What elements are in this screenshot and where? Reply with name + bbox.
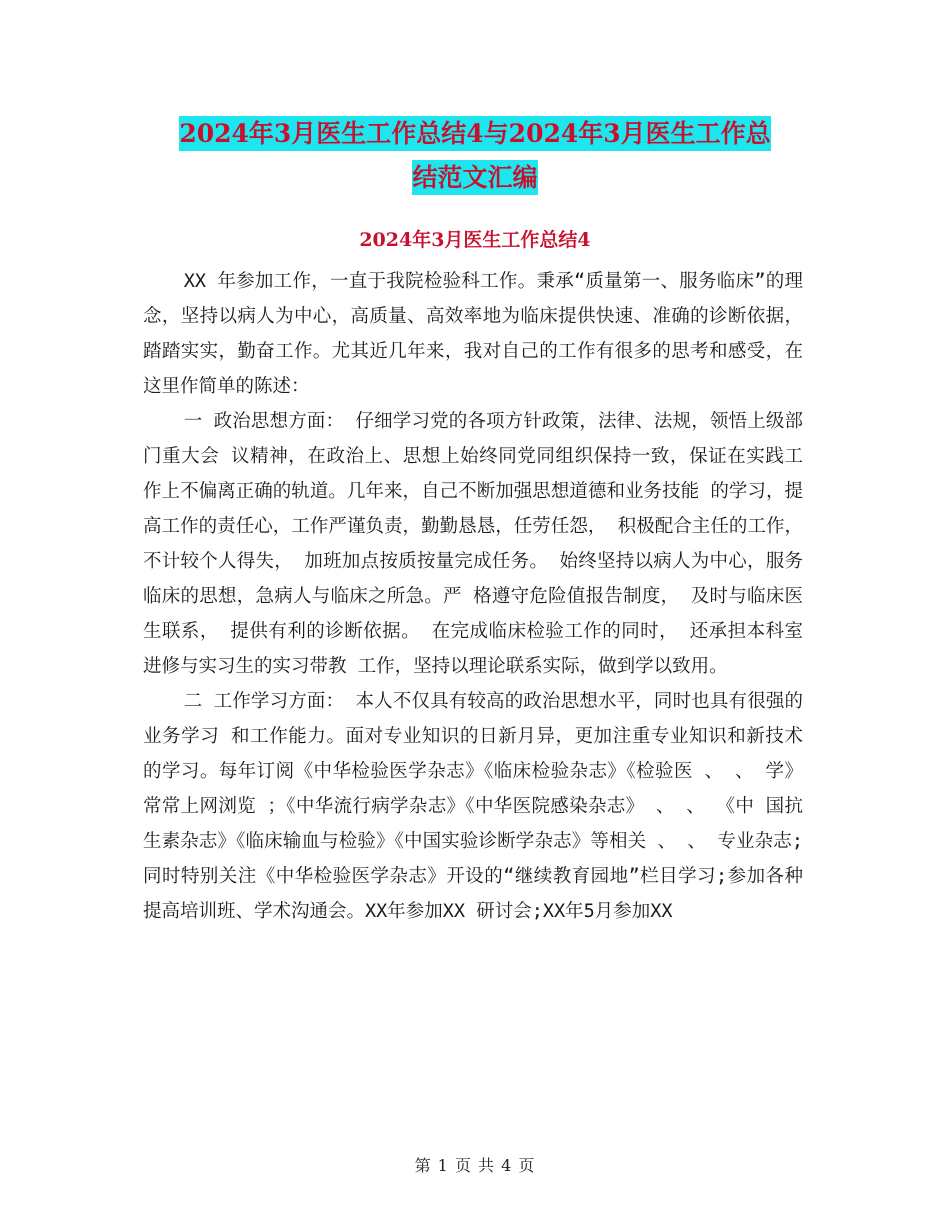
paragraph-political: 一 政治思想方面： 仔细学习党的各项方针政策，法律、法规，领悟上级部门重大会 议精神，在政治上、思想上始终同党同组织保持一致，保证在实践工 作上不偏离正确的轨道。几年来，自己不断加强思想道德和业务技能 的学习，提高工作的责任心，工作严谨负责，勤勤恳恳，任劳任怨， 积极配合主任的工作， 不计较个人得失， 加班加点按质按量完成任务。 始终坚持以病人为中心，服务临床的思想，急病人与临床之所急。严 格遵守危险值报告制度， 及时与临床医生联系， 提供有利的诊断依据。 在完成临床检验工作的同时， 还承担本科室进修与实习生的实习带教 工作，坚持以理论联系实际，做到学以致用。	[143, 411, 803, 677]
paragraph-study: 二 工作学习方面： 本人不仅具有较高的政治思想水平，同时也具有很强的业务学习 和工作能力。面对专业知识的日新月异，更加注重专业知识和新技术 的学习。每年订阅《中华检验医学杂志》《临床检验杂志》《检验医 、 、 学》 常常上网浏览 ；《中华流行病学杂志》《中华医院感染杂志》 、 、 《中 国抗生素杂志》《临床输血与检验》《中国实验诊断学杂志》等相关 、 、 专业杂志;同时特别关注《中华检验医学杂志》开设的“继续教育园地”栏目学习;参加各种提高培训班、学术沟通会。XX年参加XX 研讨会;XX年5月参加XX	[143, 691, 803, 922]
document-body	[143, 264, 803, 929]
paragraph-intro: XX 年参加工作，一直于我院检验科工作。秉承“质量第一、服务临床”的理念，坚持以病人为中心，高质量、高效率地为临床提供快速、准确的诊断依据，踏踏实实，勤奋工作。尤其近几年来，我对自己的工作有很多的思考和感受，在这里作简单的陈述：	[143, 271, 803, 397]
document-title-text-2: 结范文汇编	[412, 160, 537, 195]
document-title-text-1: 2024年3月医生工作总结4与2024年3月医生工作总	[179, 116, 770, 151]
page-footer: 第 1 页 共 4 页	[414, 1156, 536, 1175]
document-title-line-1	[100, 114, 850, 150]
document-title-line-2	[100, 158, 850, 194]
section-heading: 2024年3月医生工作总结4	[359, 229, 591, 251]
